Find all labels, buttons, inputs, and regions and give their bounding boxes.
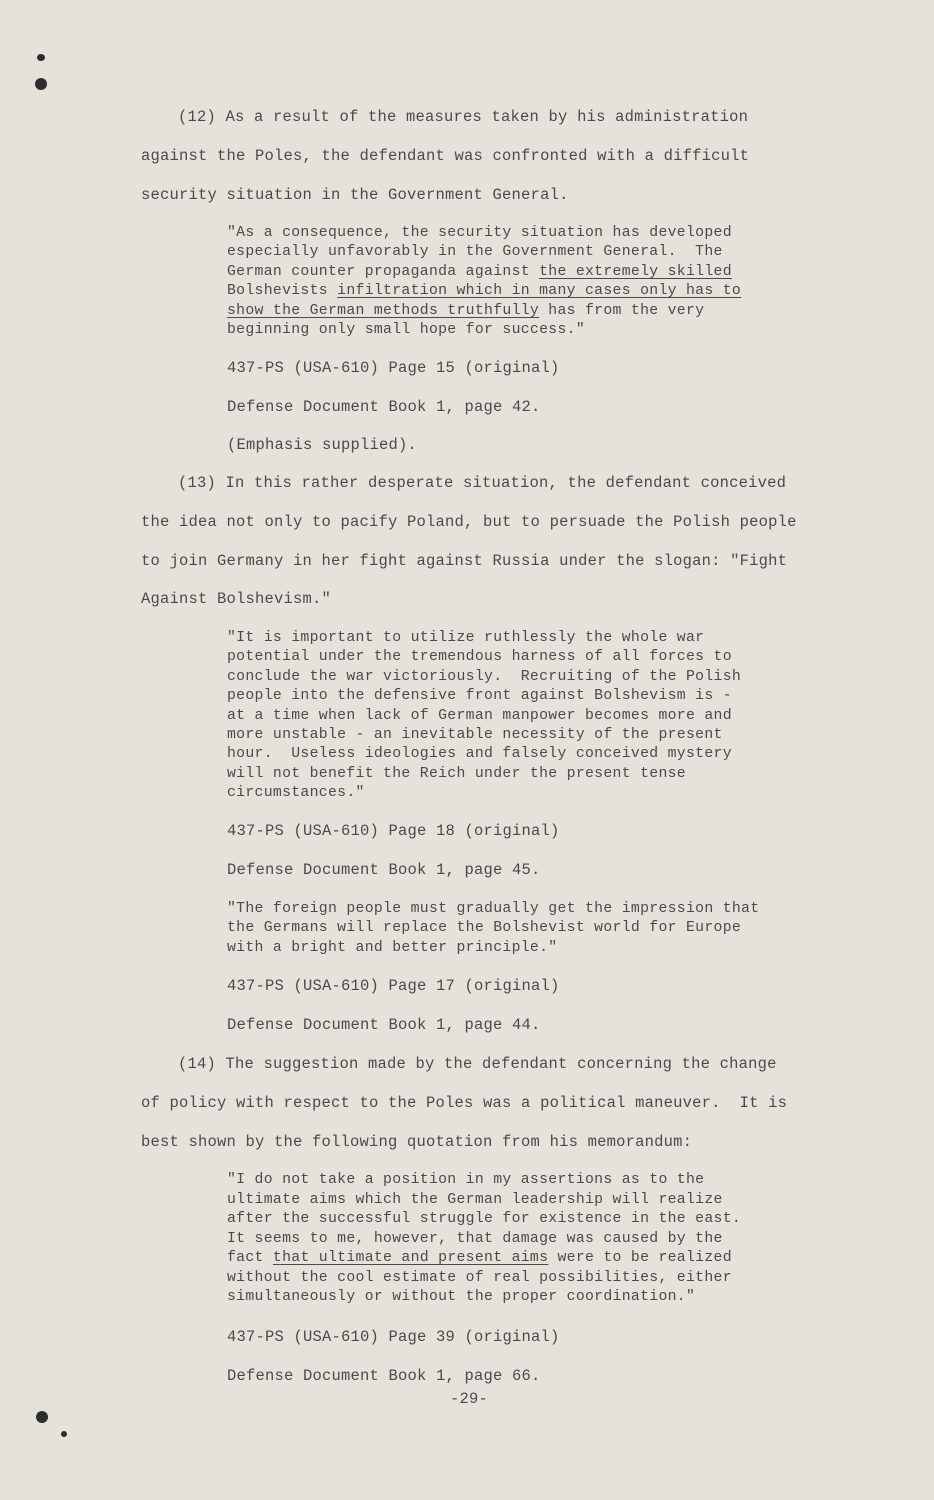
para14-line: best shown by the following quotation from his memorandum: xyxy=(141,1133,693,1151)
binder-hole-mark xyxy=(61,1431,67,1437)
quote1-text: has from the very xyxy=(539,303,705,319)
para13-line: to join Germany in her fight against Russia under the slogan: "Fight xyxy=(141,552,788,570)
quote4-line xyxy=(227,1249,732,1267)
citation-book: Defense Document Book 1, page 42. xyxy=(227,398,541,416)
page-number: -29- xyxy=(450,1390,489,1408)
citation-ref: 437-PS (USA-610) Page 17 (original) xyxy=(227,977,560,995)
citation-book: Defense Document Book 1, page 45. xyxy=(227,861,541,879)
citation-book: Defense Document Book 1, page 44. xyxy=(227,1016,541,1034)
quote1-line: "As a consequence, the security situation has developed xyxy=(227,225,732,241)
quote2-line: "It is important to utilize ruthlessly the whole war xyxy=(227,630,705,646)
quote4-line: "I do not take a position in my assertions as to the xyxy=(227,1172,705,1188)
quote1-emphasis: the extremely skilled xyxy=(539,264,732,280)
para13-line: the idea not only to pacify Poland, but to persuade the Polish people xyxy=(141,513,797,531)
quote2-line: more unstable - an inevitable necessity of the present xyxy=(227,727,723,743)
binder-hole-mark xyxy=(36,1411,48,1423)
quote2-line: potential under the tremendous harness of all forces to xyxy=(227,649,732,665)
quote4-line: after the successful struggle for existence in the east. xyxy=(227,1211,742,1227)
quote4-text: fact xyxy=(227,1250,273,1266)
quote1-emphasis: infiltration which in many cases only has to xyxy=(337,283,742,299)
quote1-text: Bolshevists xyxy=(227,283,338,299)
quote3-line: with a bright and better principle." xyxy=(227,940,558,956)
quote1-emphasis: show the German methods truthfully xyxy=(227,303,540,319)
quote4-line: simultaneously or without the proper coordination." xyxy=(227,1289,696,1305)
para14-line: (14) The suggestion made by the defendant concerning the change xyxy=(178,1055,777,1073)
citation-ref: 437-PS (USA-610) Page 15 (original) xyxy=(227,359,560,377)
para14-line: of policy with respect to the Poles was a political maneuver. It is xyxy=(141,1094,788,1112)
quote1-line: especially unfavorably in the Government General. The xyxy=(227,244,723,260)
para13-line: (13) In this rather desperate situation, the defendant conceived xyxy=(178,474,787,492)
quote4-line: without the cool estimate of real possibilities, either xyxy=(227,1270,732,1286)
para13-line: Against Bolshevism." xyxy=(141,590,332,608)
citation-ref: 437-PS (USA-610) Page 18 (original) xyxy=(227,822,560,840)
quote2-line: circumstances." xyxy=(227,785,365,801)
binder-hole-mark xyxy=(37,54,45,61)
quote4-text: were to be realized xyxy=(548,1250,732,1266)
quote1-line: beginning only small hope for success." xyxy=(227,322,586,338)
quote2-line: people into the defensive front against Bolshevism is - xyxy=(227,688,732,704)
quote4-line: ultimate aims which the German leadership will realize xyxy=(227,1192,723,1208)
quote2-line: will not benefit the Reich under the present tense xyxy=(227,766,686,782)
quote4-emphasis: that ultimate and present aims xyxy=(272,1250,549,1266)
quote2-line: hour. Useless ideologies and falsely conceived mystery xyxy=(227,746,732,762)
para12-line: (12) As a result of the measures taken by his administration xyxy=(178,108,749,126)
quote3-line: "The foreign people must gradually get the impression that xyxy=(227,901,760,917)
binder-hole-mark xyxy=(35,78,47,90)
quote2-line: at a time when lack of German manpower becomes more and xyxy=(227,708,732,724)
quote1-text: German counter propaganda against xyxy=(227,264,540,280)
para12-line: security situation in the Government General. xyxy=(141,186,569,204)
quote1-line xyxy=(227,302,704,320)
quote1-line xyxy=(227,282,741,300)
citation-book: Defense Document Book 1, page 66. xyxy=(227,1367,541,1385)
emphasis-note: (Emphasis supplied). xyxy=(227,436,418,454)
quote2-line: conclude the war victoriously. Recruiting of the Polish xyxy=(227,669,742,685)
citation-ref: 437-PS (USA-610) Page 39 (original) xyxy=(227,1328,560,1346)
quote4-line: It seems to me, however, that damage was caused by the xyxy=(227,1231,723,1247)
quote3-line: the Germans will replace the Bolshevist world for Europe xyxy=(227,920,742,936)
para12-line: against the Poles, the defendant was confronted with a difficult xyxy=(141,147,750,165)
quote1-line xyxy=(227,263,732,281)
